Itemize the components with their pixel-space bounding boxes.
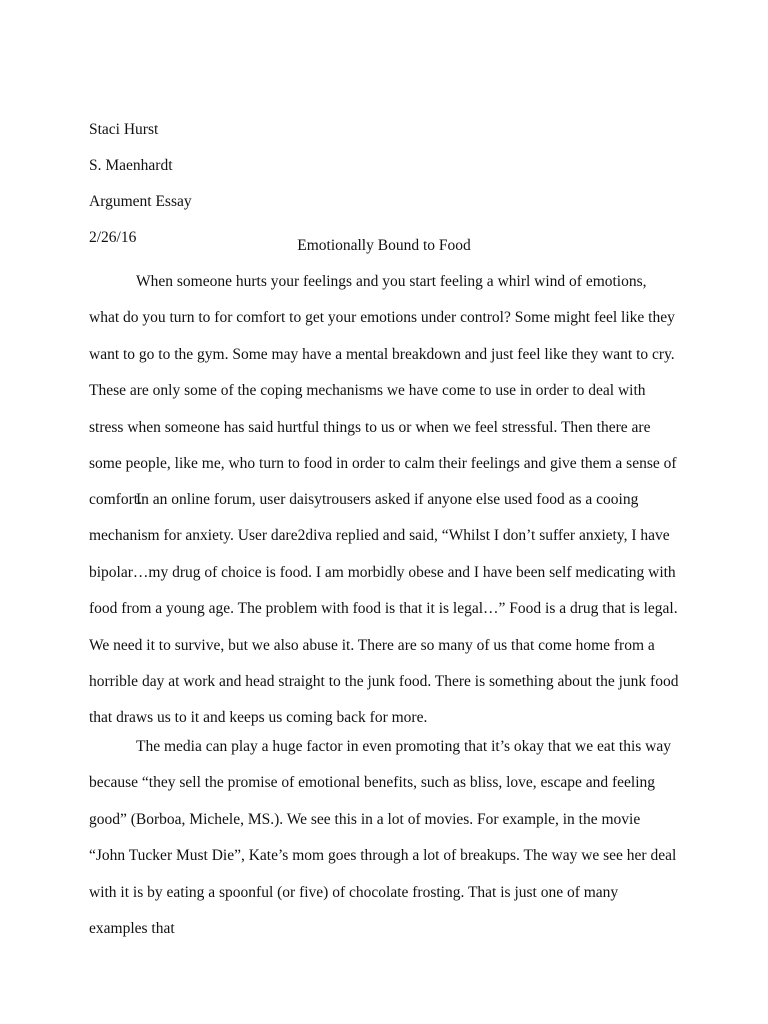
body-paragraph-3: The media can play a huge factor in even promoting that it’s okay that we eat this way because “they sell the promise of emotional benefits, such as bliss, love, escape and feeling good” (Borboa, Michele, MS.). We see this in a lot of movies. For example, in the movie “John Tucker Must Die”, Kate’s mom goes through a lot of breakups. The way we see her deal with it is by eating a spoonful (or five) of chocolate frosting. That is just one of many examples that: [89, 738, 677, 938]
course-name: Argument Essay: [89, 193, 192, 210]
body-paragraph-1: When someone hurts your feelings and you start feeling a whirl wind of emotions, what do you turn to for comfort to get your emotions under control? Some might feel like they want to go to the gym. Some may have a mental breakdown and just feel like they want to cry. These are only some of the coping mechanisms we have come to use in order to deal with stress when someone has said hurtful things to us or when we feel stressful. Then there are some people, like me, who turn to food in order to calm their feelings and give them a sense of comfort.: [89, 273, 677, 509]
body-paragraph-2: In an online forum, user daisytrousers asked if anyone else used food as a cooing mechanism for anxiety. User dare2diva replied and said, “Whilst I don’t suffer anxiety, I have bipolar…my drug of choice is food. I am morbidly obese and I have been self medicating with food from a young age. The problem with food is that it is legal…” Food is a drug that is legal. We need it to survive, but we also abuse it. There are so many of us that come home from a horrible day at work and head straight to the junk food. There is something about the junk food that draws us to it and keeps us coming back for more.: [89, 491, 679, 727]
essay-date: 2/26/16: [89, 229, 137, 246]
essay-title: Emotionally Bound to Food: [297, 237, 471, 254]
instructor-name: S. Maenhardt: [89, 157, 173, 174]
author-name: Staci Hurst: [89, 121, 159, 138]
